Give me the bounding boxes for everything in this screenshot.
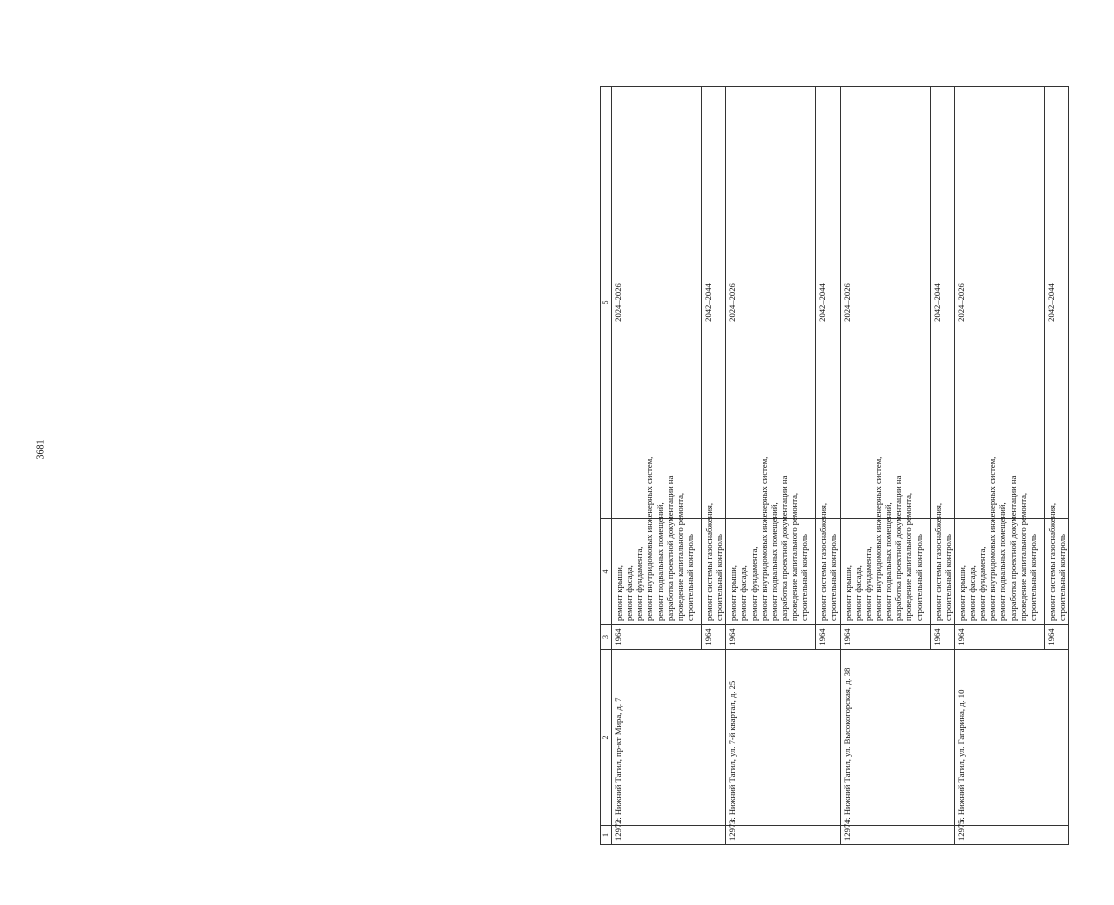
year-cell: 1964: [816, 625, 840, 650]
col-header-1: 1: [601, 826, 612, 845]
work-item: ремонт подвальных помещений,: [654, 502, 665, 621]
work-item: разработка проектной документации на: [893, 475, 904, 621]
works-cell: [840, 456, 930, 625]
period-cell: 2042–2044: [816, 87, 840, 519]
table-body: [612, 87, 1069, 845]
work-item: проведение капитального ремонта,: [903, 492, 914, 621]
work-item: ремонт системы газоснабжения,: [1046, 502, 1057, 621]
col-header-3: 3: [601, 625, 612, 650]
works-cell: [954, 456, 1044, 625]
work-item: строительный контроль: [1056, 534, 1067, 621]
period-cell: 2024–2026: [726, 87, 816, 519]
period-cell: 2042–2044: [702, 87, 726, 519]
year-cell: 1964: [930, 625, 954, 650]
col-header-5: 5: [601, 87, 612, 519]
table-row: [840, 87, 930, 845]
year-cell: 1964: [840, 625, 930, 650]
work-item: ремонт фундамента,: [748, 546, 759, 621]
col-header-2: 2: [601, 650, 612, 826]
work-item: ремонт подвальных помещений,: [768, 502, 779, 621]
work-item: ремонт фасада,: [738, 565, 749, 621]
address-cell: г. Нижний Тагил, ул. 7-й квартал, д. 25: [726, 650, 840, 826]
year-cell: 1964: [726, 625, 816, 650]
page-number: 3681: [35, 439, 47, 460]
work-item: строительный контроль: [684, 534, 695, 621]
work-item: ремонт крыши,: [728, 565, 739, 621]
header-row: [601, 87, 612, 845]
year-cell: 1964: [612, 625, 702, 650]
row-number: 12973.: [726, 826, 840, 845]
work-item: строительный контроль: [714, 534, 725, 621]
work-item: ремонт подвальных помещений,: [883, 502, 894, 621]
work-item: ремонт системы газоснабжения,: [818, 502, 829, 621]
row-number: 12972.: [612, 826, 726, 845]
works-cell: [726, 456, 816, 625]
col-header-4: 4: [601, 519, 612, 625]
year-cell: 1964: [702, 625, 726, 650]
work-item: ремонт крыши,: [842, 565, 853, 621]
work-item: ремонт фасада,: [624, 565, 635, 621]
repair-schedule-table: [600, 86, 1069, 845]
works-cell: [816, 502, 840, 625]
work-item: строительный контроль: [799, 534, 810, 621]
work-item: разработка проектной документации на: [778, 475, 789, 621]
work-item: ремонт фасада,: [966, 565, 977, 621]
period-cell: 2042–2044: [930, 87, 954, 519]
work-item: ремонт крыши,: [956, 565, 967, 621]
work-item: проведение капитального ремонта,: [1017, 492, 1028, 621]
work-item: разработка проектной документации на: [664, 475, 675, 621]
work-item: ремонт фундамента,: [862, 546, 873, 621]
work-item: ремонт системы газоснабжения,: [932, 502, 943, 621]
work-item: ремонт фасада,: [852, 565, 863, 621]
work-item: строительный контроль: [913, 534, 924, 621]
table-row: [726, 87, 816, 845]
work-item: ремонт фундамента,: [634, 546, 645, 621]
row-number: 12975.: [954, 826, 1068, 845]
works-cell: [1044, 502, 1068, 625]
period-cell: 2024–2026: [954, 87, 1044, 519]
works-cell: [702, 502, 726, 625]
table-row: [612, 87, 702, 845]
period-cell: 2024–2026: [840, 87, 930, 519]
work-item: ремонт внутридомовых инженерных систем,: [758, 456, 769, 621]
address-cell: г. Нижний Тагил, пр-кт Мира, д. 7: [612, 650, 726, 826]
works-cell: [930, 502, 954, 625]
table-row: [954, 87, 1044, 845]
work-item: разработка проектной документации на: [1007, 475, 1018, 621]
work-item: ремонт крыши,: [614, 565, 624, 621]
address-cell: г. Нижний Тагил, ул. Гагарина, д. 10: [954, 650, 1068, 826]
address-cell: г. Нижний Тагил, ул. Высокогорская, д. 38: [840, 650, 954, 826]
period-cell: 2042–2044: [1044, 87, 1068, 519]
rotated-table-container: [600, 87, 1114, 845]
work-item: строительный контроль: [1027, 534, 1038, 621]
work-item: ремонт системы газоснабжения,: [704, 502, 714, 621]
work-item: проведение капитального ремонта,: [789, 492, 800, 621]
year-cell: 1964: [1044, 625, 1068, 650]
work-item: ремонт внутридомовых инженерных систем,: [987, 456, 998, 621]
work-item: ремонт внутридомовых инженерных систем,: [872, 456, 883, 621]
period-cell: 2024–2026: [612, 87, 702, 519]
work-item: ремонт внутридомовых инженерных систем,: [644, 456, 655, 621]
row-number: 12974.: [840, 826, 954, 845]
work-item: ремонт фундамента,: [977, 546, 988, 621]
year-cell: 1964: [954, 625, 1044, 650]
work-item: строительный контроль: [942, 534, 953, 621]
work-item: проведение капитального ремонта,: [674, 492, 685, 621]
works-cell: [612, 456, 702, 625]
work-item: строительный контроль: [828, 534, 839, 621]
work-item: ремонт подвальных помещений,: [997, 502, 1008, 621]
